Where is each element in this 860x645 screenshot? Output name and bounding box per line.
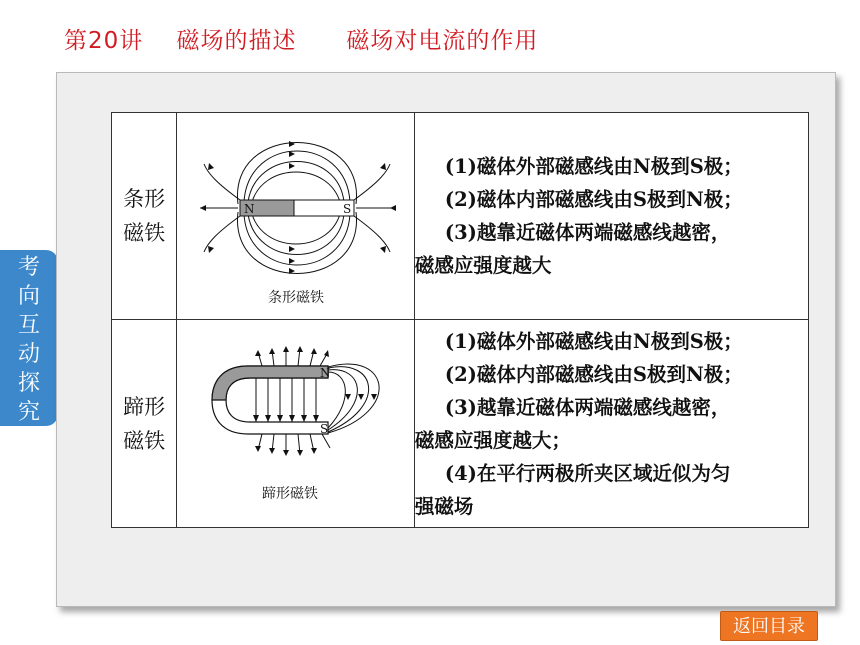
side-tab-char: 向	[17, 284, 40, 309]
horseshoe-pole-n: N	[319, 365, 330, 380]
back-to-contents-button[interactable]: 返回目录	[720, 611, 818, 641]
description-line: (4)在平行两极所夹区域近似为匀	[444, 461, 731, 485]
horseshoe-magnet-description	[414, 320, 808, 528]
side-tab-char: 究	[17, 400, 40, 425]
side-tab-char: 探	[17, 371, 40, 396]
description-line: 强磁场	[414, 494, 474, 518]
description-line: (3)越靠近磁体两端磁感线越密，	[444, 221, 731, 244]
bar-magnet-caption: 条形磁铁	[267, 290, 324, 306]
horseshoe-magnet-figure-cell	[177, 320, 415, 528]
magnet-name-cell	[112, 113, 177, 320]
description-line: (2)磁体内部磁感线由S极到N极；	[444, 188, 743, 211]
bar-magnet-pole-n: N	[243, 202, 254, 216]
table-row-bar-magnet	[112, 113, 809, 320]
side-tab-char: 考	[17, 255, 40, 280]
bar-magnet-description	[414, 113, 808, 320]
magnet-table	[111, 112, 809, 528]
bar-magnet-field-diagram	[178, 114, 414, 314]
magnet-name-line: 磁铁	[123, 221, 166, 245]
magnet-name-line: 磁铁	[123, 428, 166, 453]
horseshoe-pole-s: S	[319, 421, 328, 436]
description-line: 磁感应强度越大	[414, 254, 552, 277]
description-line: (3)越靠近磁体两端磁感线越密，	[444, 395, 731, 419]
description-line: 磁感应强度越大；	[414, 428, 571, 452]
page-title: 第20讲 磁场的描述 磁场对电流的作用	[64, 28, 539, 54]
description-line: (1)磁体外部磁感线由N极到S极；	[444, 155, 743, 178]
horseshoe-caption: 蹄形磁铁	[261, 485, 318, 502]
side-tab-explore[interactable]	[0, 250, 58, 426]
magnet-name-line: 蹄形	[123, 394, 166, 419]
description-line: (2)磁体内部磁感线由S极到N极；	[444, 362, 743, 386]
table-row-horseshoe-magnet	[112, 320, 809, 528]
bar-magnet-pole-s: S	[342, 202, 351, 216]
side-tab-char: 互	[17, 313, 40, 338]
magnet-name-cell	[112, 320, 177, 528]
side-tab-char: 动	[17, 342, 40, 367]
description-line: (1)磁体外部磁感线由N极到S极；	[444, 329, 743, 353]
magnet-name-line: 条形	[123, 187, 166, 211]
bar-magnet-figure-cell	[177, 113, 415, 320]
horseshoe-magnet-field-diagram	[178, 322, 414, 522]
